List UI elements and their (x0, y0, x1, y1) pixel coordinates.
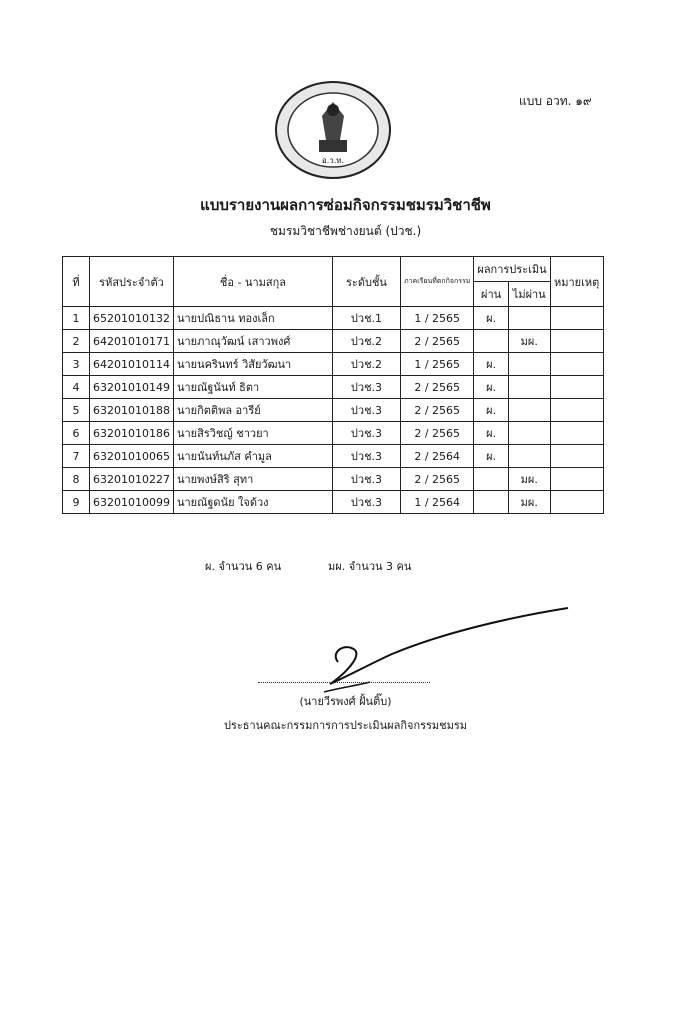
failed-term: 2 / 2565 (400, 399, 473, 422)
failed-term: 2 / 2565 (400, 468, 473, 491)
remark (550, 399, 603, 422)
summary-fail-count: มผ. จำนวน 3 คน (328, 560, 412, 573)
class-level: ปวช.3 (332, 376, 400, 399)
fail-mark (508, 353, 550, 376)
row-number: 8 (63, 468, 90, 491)
fail-mark: มผ. (508, 491, 550, 514)
failed-term: 1 / 2564 (400, 491, 473, 514)
remark (550, 307, 603, 330)
failed-term: 1 / 2565 (400, 353, 473, 376)
row-number: 3 (63, 353, 90, 376)
student-id: 65201010132 (90, 307, 174, 330)
report-subtitle: ชมรมวิชาชีพช่างยนต์ (ปวช.) (269, 224, 422, 238)
remark (550, 353, 603, 376)
header-term: ภาคเรียนที่ตกกิจกรรม (400, 257, 473, 307)
table-row (63, 399, 604, 422)
remark (550, 376, 603, 399)
class-level: ปวช.3 (332, 491, 400, 514)
failed-term: 2 / 2565 (400, 376, 473, 399)
header-fail: ไม่ผ่าน (508, 282, 550, 307)
header-no: ที่ (63, 257, 90, 307)
fail-mark (508, 376, 550, 399)
class-level: ปวช.3 (332, 468, 400, 491)
student-id: 63201010065 (90, 445, 174, 468)
pass-mark: ผ. (474, 307, 509, 330)
student-id: 64201010171 (90, 330, 174, 353)
student-name: นายกิตติพล อารีย์ (173, 399, 332, 422)
pass-mark: ผ. (474, 399, 509, 422)
table-row (63, 422, 604, 445)
row-number: 9 (63, 491, 90, 514)
fail-mark (508, 399, 550, 422)
remark (550, 468, 603, 491)
class-level: ปวช.1 (332, 307, 400, 330)
table-row (63, 353, 604, 376)
student-name: นายสิรวิชญ์ ชาวยา (173, 422, 332, 445)
fail-mark: มผ. (508, 330, 550, 353)
row-number: 2 (63, 330, 90, 353)
row-number: 7 (63, 445, 90, 468)
pass-mark (474, 330, 509, 353)
organization-seal (274, 80, 392, 180)
header-name: ชื่อ - นามสกุล (173, 257, 332, 307)
student-id: 63201010099 (90, 491, 174, 514)
pass-mark (474, 468, 509, 491)
student-name: นายภาณุวัฒน์ เสาวพงศ์ (173, 330, 332, 353)
student-name: นายปณิธาน ทองเล็ก (173, 307, 332, 330)
remark (550, 445, 603, 468)
fail-mark (508, 307, 550, 330)
signature-line (258, 682, 430, 683)
pass-mark (474, 491, 509, 514)
remark (550, 330, 603, 353)
student-id: 64201010114 (90, 353, 174, 376)
row-number: 1 (63, 307, 90, 330)
pass-mark: ผ. (474, 376, 509, 399)
pass-mark: ผ. (474, 353, 509, 376)
fail-mark (508, 422, 550, 445)
row-number: 4 (63, 376, 90, 399)
failed-term: 1 / 2565 (400, 307, 473, 330)
fail-mark (508, 445, 550, 468)
header-pass: ผ่าน (474, 282, 509, 307)
table-row (63, 376, 604, 399)
summary-pass-count: ผ. จำนวน 6 คน (205, 560, 282, 573)
student-id: 63201010186 (90, 422, 174, 445)
student-name: นายณัฐดนัย ใจด้วง (173, 491, 332, 514)
remark (550, 491, 603, 514)
class-level: ปวช.3 (332, 422, 400, 445)
row-number: 6 (63, 422, 90, 445)
student-id: 63201010149 (90, 376, 174, 399)
student-id: 63201010227 (90, 468, 174, 491)
header-student-id: รหัสประจำตัว (90, 257, 174, 307)
signatory-name: (นายวีรพงศ์ ฝั้นติ๊บ) (299, 695, 392, 708)
report-title: แบบรายงานผลการซ่อมกิจกรรมชมรมวิชาชีพ (200, 196, 491, 214)
fail-mark: มผ. (508, 468, 550, 491)
student-name: นายณัฐนันท์ ธิตา (173, 376, 332, 399)
table-row (63, 468, 604, 491)
seal-text: อ.ว.ท. (321, 156, 345, 165)
signatory-position: ประธานคณะกรรมการการประเมินผลกิจกรรมชมรม (223, 719, 468, 732)
student-name: นายนันท์นภัส คำมูล (173, 445, 332, 468)
student-name: นายนครินทร์ วิสัยวัฒนา (173, 353, 332, 376)
results-table (62, 256, 604, 514)
row-number: 5 (63, 399, 90, 422)
student-id: 63201010188 (90, 399, 174, 422)
class-level: ปวช.2 (332, 353, 400, 376)
header-remark: หมายเหตุ (550, 257, 603, 307)
results-table-body (63, 307, 604, 514)
pass-mark: ผ. (474, 445, 509, 468)
header-result: ผลการประเมิน (474, 257, 550, 282)
class-level: ปวช.3 (332, 445, 400, 468)
failed-term: 2 / 2565 (400, 330, 473, 353)
table-row (63, 330, 604, 353)
table-row (63, 445, 604, 468)
class-level: ปวช.3 (332, 399, 400, 422)
student-name: นายพงษ์สิริ สุทา (173, 468, 332, 491)
table-row (63, 307, 604, 330)
remark (550, 422, 603, 445)
header-level: ระดับชั้น (332, 257, 400, 307)
failed-term: 2 / 2564 (400, 445, 473, 468)
failed-term: 2 / 2565 (400, 422, 473, 445)
pass-mark: ผ. (474, 422, 509, 445)
table-row (63, 491, 604, 514)
form-code: แบบ อวท. ๑๙ (519, 94, 592, 108)
class-level: ปวช.2 (332, 330, 400, 353)
